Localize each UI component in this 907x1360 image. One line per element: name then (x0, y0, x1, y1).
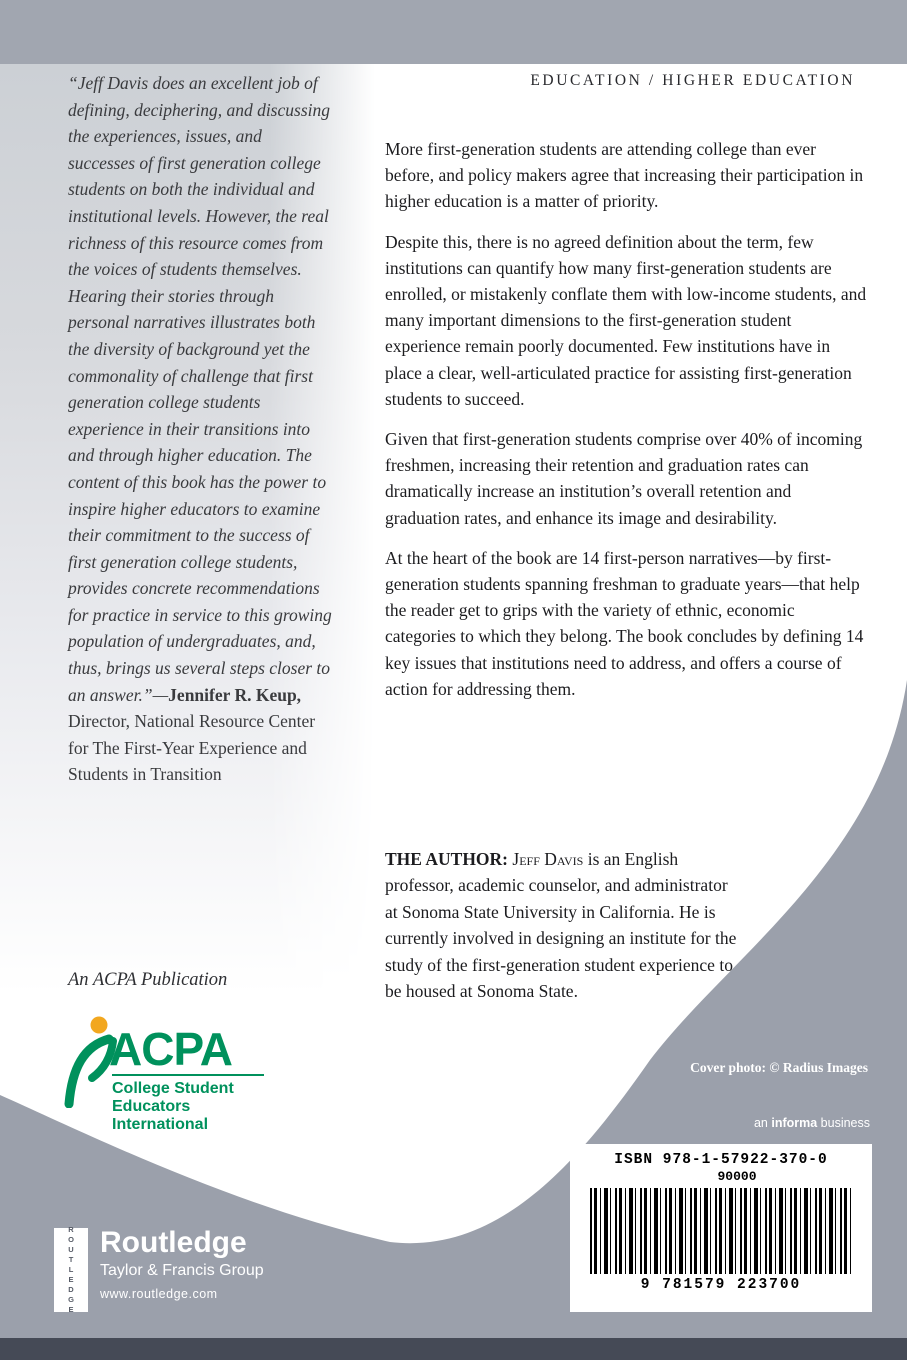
publisher-name: Routledge (100, 1226, 247, 1259)
quote-text: “Jeff Davis does an excellent job of defining, deciphering, and discussing the experiences, issues, and successes of first generation college students on both the individual and institutional levels. However, the real richness of this resource comes from the voices of students themselves. Hearing their stories through personal narratives illustrates both the diversity of background yet the commonality of challenge that first generation college students experience in their transitions into and through higher education. The content of this book has the power to inspire higher educators to examine their commitment to the success of first generation college students, provides concrete recommendations for practice in service to this growing population of undergraduates, and, thus, brings us several steps closer to an answer.”— (68, 73, 332, 705)
acpa-logo (62, 1008, 277, 1133)
cover-photo-credit: Cover photo: © Radius Images (690, 1060, 868, 1075)
publisher-group: Taylor & Francis Group (100, 1262, 264, 1279)
publisher-block (54, 1226, 314, 1318)
informa-line (638, 1116, 870, 1130)
category-header: EDUCATION / HIGHER EDUCATION (530, 72, 855, 89)
author-bio: is an English professor, academic counselor, and administrator at Sonoma State University in California. He is currently involved in designing an institute for the study of the first-generation student experience to be housed at Sonoma State. (385, 849, 737, 1002)
quote-attribution-name: Jennifer R. Keup, (168, 684, 302, 705)
publisher-url: www.routledge.com (100, 1287, 218, 1301)
acpa-tagline (112, 1074, 264, 1134)
barcode (590, 1188, 852, 1274)
review-quote (68, 70, 332, 788)
barcode-price-code: 90000 (717, 1169, 757, 1184)
description-paragraph-4: At the heart of the book are 14 first-person narratives—by first-generation students spanning freshman to graduate years—that help the reader get to grips with the variety of ethnic, economic categories to which they belong. The book concludes by defining 14 key issues that institutions need to address, and offers a course of action for addressing them. (385, 547, 864, 699)
acpa-tagline-line2: Educators International (112, 1098, 209, 1133)
routledge-device-text: ROUTLEDGE (66, 1225, 76, 1315)
description-paragraph-2: Despite this, there is no agreed definition about the term, few institutions can quantify how many first-generation students are enrolled, or mistakenly conflate them with low-income students, and many important dimensions to the first-generation student experience remain poorly documented. Few institutions have in place a clear, well-articulated practice for assisting first-generation students to succeed. (385, 231, 867, 409)
book-description (385, 136, 867, 716)
quote-attribution-role: Director, National Resource Center for The First-Year Experience and Students in Transition (68, 711, 316, 785)
acpa-tagline-line1: College Student (112, 1080, 234, 1097)
informa-suffix: business (817, 1116, 870, 1130)
routledge-logo (54, 1225, 88, 1315)
publisher-text (100, 1226, 264, 1301)
acpa-wordmark: ACPA (109, 1023, 232, 1075)
acpa-publication-line: An ACPA Publication (68, 970, 228, 990)
author-label: THE AUTHOR: (385, 849, 513, 869)
informa-wordmark: informa (771, 1116, 818, 1130)
informa-prefix: an (753, 1116, 772, 1130)
isbn-label: ISBN 978-1-57922-370-0 (614, 1152, 828, 1168)
author-section (385, 846, 737, 1004)
description-paragraph-1: More first-generation students are attending college than ever before, and policy makers agree that increasing their participation in higher education is a matter of priority. (385, 139, 864, 212)
barcode-digits: 9 781579 223700 (640, 1277, 802, 1293)
bottom-band (0, 1338, 907, 1360)
barcode-panel (570, 1144, 872, 1312)
description-paragraph-3: Given that first-generation students comprise over 40% of incoming freshmen, increasing their retention and graduation rates can dramatically increase an institution’s overall retention and graduation rates, and enhance its image and desirability. (385, 429, 863, 528)
author-name: Jeff Davis (512, 849, 584, 869)
